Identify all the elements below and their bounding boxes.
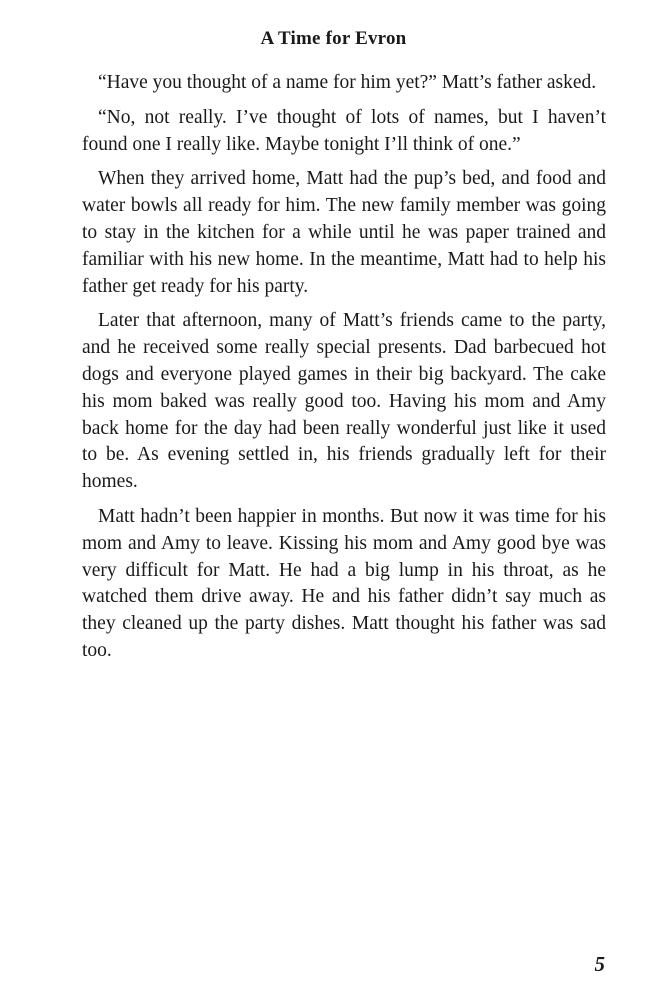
paragraph-3: When they arrived home, Matt had the pup’s bed, and food and water bowls all ready for him. The new family member was going to stay in the kitchen for a while until he was paper trained and familiar with his new home. In the meantime, Matt had to help his father get ready for his party. bbox=[82, 168, 606, 297]
page-number: 5 bbox=[594, 952, 605, 976]
paragraph-4: Later that afternoon, many of Matt’s friends came to the party, and he received some really special presents. Dad barbecued hot dogs and everyone played games in their big backyard. The cake his mom baked was really good too. Having his mom and Amy back home for the day had been really wonderful just like it used to be. As evening settled in, his friends gradually left for their homes. bbox=[82, 310, 606, 493]
paragraph-5: Matt hadn’t been happier in months. But now it was time for his mom and Amy to leave. Kissing his mom and Amy good bye was very difficult for Matt. He had a big lump in his throat, as he watched them drive away. He and his father didn’t say much as they cleaned up the party dishes. Matt thought his father was sad too. bbox=[82, 505, 606, 661]
paragraph-2: “No, not really. I’ve thought of lots of names, but I haven’t found one I really like. Maybe tonight I’ll think of one.” bbox=[82, 106, 606, 155]
paragraph-1: “Have you thought of a name for him yet?” Matt’s father asked. bbox=[98, 72, 597, 93]
body-text bbox=[82, 70, 606, 673]
page-title: A Time for Evron bbox=[260, 28, 407, 49]
